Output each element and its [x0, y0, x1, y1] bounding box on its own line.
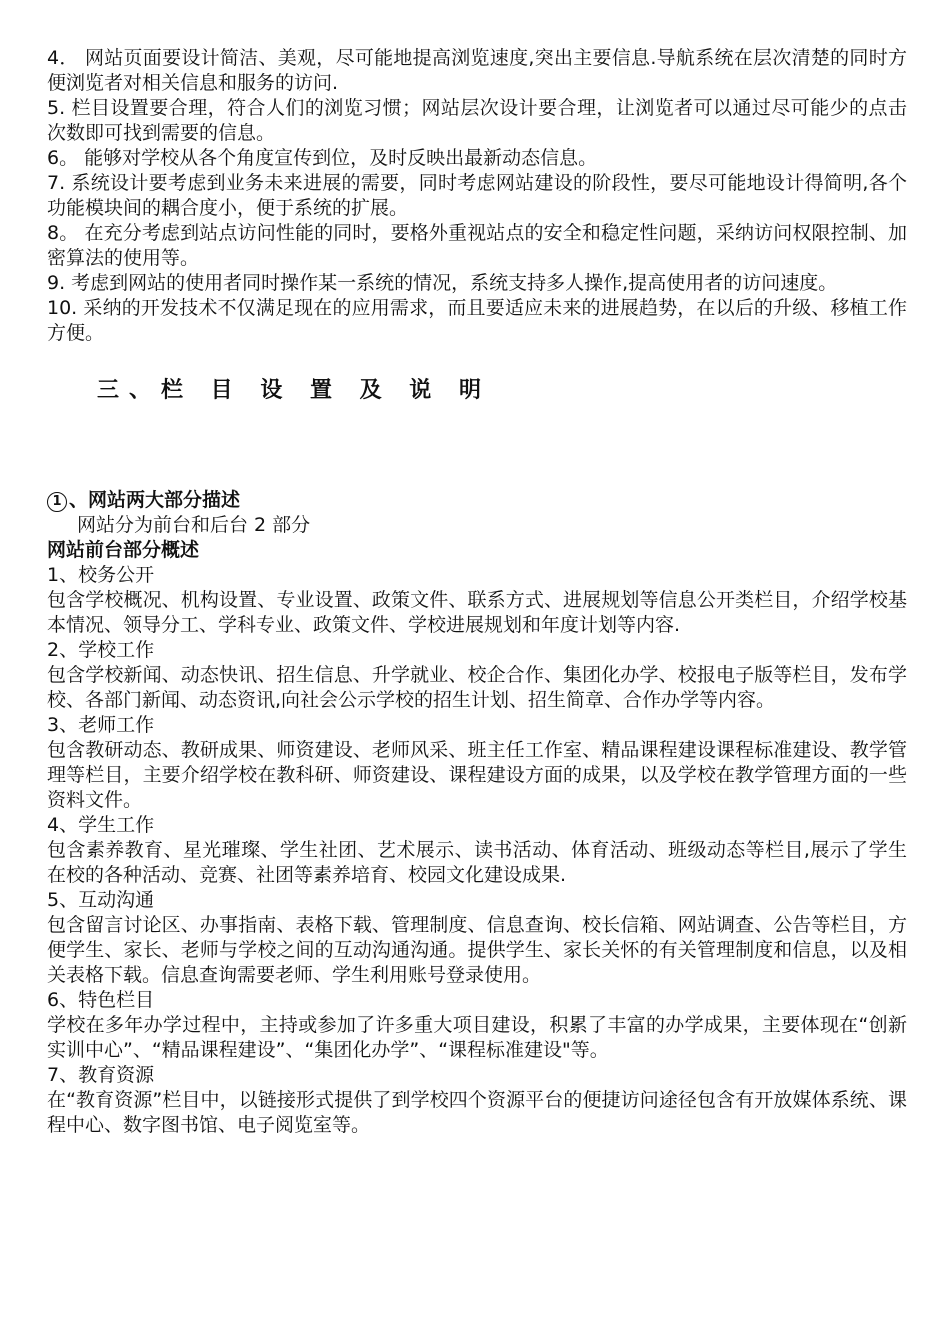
part-intro: 网站分为前台和后台 2 部分 — [77, 514, 311, 536]
requirement-item: 10. 采纳的开发技术不仅满足现在的应用需求，而且要适应未来的进展趋势，在以后的升级、移植工作方便。 — [47, 297, 907, 344]
part-heading — [47, 488, 907, 513]
column-title: 5、互动沟通 — [47, 889, 155, 911]
requirement-item: 9. 考虑到网站的使用者同时操作某一系统的情况，系统支持多人操作,提高使用者的访问速度。 — [47, 272, 838, 294]
part-heading-text: 、网站两大部分描述 — [69, 489, 241, 511]
document-page — [47, 46, 907, 1138]
requirement-item: 7. 系统设计要考虑到业务未来进展的需要，同时考虑网站建设的阶段性，要尽可能地设计得简明,各个功能模块间的耦合度小，便于系统的扩展。 — [47, 172, 907, 219]
requirement-item: 8。 在充分考虑到站点访问性能的同时，要格外重视站点的安全和稳定性问题，采纳访问权限控制、加密算法的使用等。 — [47, 222, 907, 269]
column-description: 包含学校概况、机构设置、专业设置、政策文件、联系方式、进展规划等信息公开类栏目，介绍学校基本情况、领导分工、学科专业、政策文件、学校进展规划和年度计划等内容. — [47, 589, 907, 636]
column-description: 包含留言讨论区、办事指南、表格下载、管理制度、信息查询、校长信箱、网站调查、公告等栏目，方便学生、家长、老师与学校之间的互动沟通沟通。提供学生、家长关怀的有关管理制度和信息，以及相关表格下载。信息查询需要老师、学生利用账号登录使用。 — [47, 914, 907, 986]
section-title: 三、栏 目 设 置 及 说 明 — [97, 378, 491, 403]
requirements-list — [47, 46, 907, 346]
column-list — [47, 563, 907, 1138]
column-description: 学校在多年办学过程中，主持或参加了许多重大项目建设，积累了丰富的办学成果，主要体现在“创新实训中心”、“精品课程建设”、“集团化办学”、“课程标准建设"等。 — [47, 1014, 907, 1061]
column-description: 在“教育资源”栏目中，以链接形式提供了到学校四个资源平台的便捷访问途径包含有开放媒体系统、课程中心、数字图书馆、电子阅览室等。 — [47, 1089, 907, 1136]
column-title: 6、特色栏目 — [47, 989, 155, 1011]
circled-number: 1 — [47, 492, 67, 512]
column-title: 1、校务公开 — [47, 564, 155, 586]
column-title: 4、学生工作 — [47, 814, 155, 836]
requirement-item: 5. 栏目设置要合理，符合人们的浏览习惯；网站层次设计要合理，让浏览者可以通过尽可能少的点击次数即可找到需要的信息。 — [47, 97, 907, 144]
requirement-item: 4． 网站页面要设计简洁、美观，尽可能地提高浏览速度,突出主要信息.导航系统在层次清楚的同时方便浏览者对相关信息和服务的访问. — [47, 47, 907, 94]
front-overview-title: 网站前台部分概述 — [47, 539, 200, 561]
column-description: 包含教研动态、教研成果、师资建设、老师风采、班主任工作室、精品课程建设课程标准建设、教学管理等栏目，主要介绍学校在教科研、师资建设、课程建设方面的成果，以及学校在教学管理方面的一些资料文件。 — [47, 739, 907, 811]
column-title: 2、学校工作 — [47, 639, 155, 661]
column-title: 3、老师工作 — [47, 714, 155, 736]
column-title: 7、教育资源 — [47, 1064, 155, 1086]
column-description: 包含学校新闻、动态快讯、招生信息、升学就业、校企合作、集团化办学、校报电子版等栏目，发布学校、各部门新闻、动态资讯,向社会公示学校的招生计划、招生简章、合作办学等内容。 — [47, 664, 907, 711]
requirement-item: 6。 能够对学校从各个角度宣传到位，及时反映出最新动态信息。 — [47, 147, 598, 169]
column-description: 包含素养教育、星光璀璨、学生社团、艺术展示、读书活动、体育活动、班级动态等栏目,展示了学生在校的各种活动、竞赛、社团等素养培育、校园文化建设成果. — [47, 839, 907, 886]
